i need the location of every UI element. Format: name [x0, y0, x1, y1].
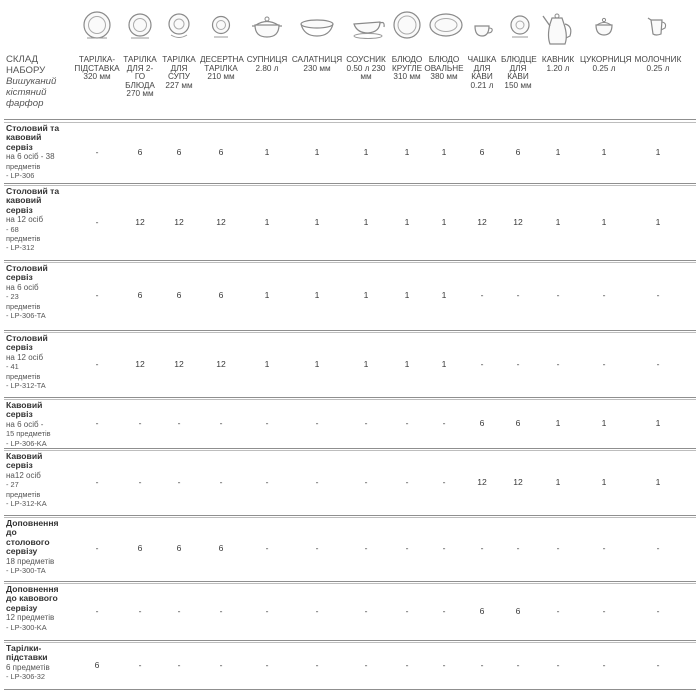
column-header-size: 227 мм — [165, 80, 193, 90]
row-divider — [4, 642, 696, 643]
quantity-cell: 1 — [404, 147, 410, 157]
column-header-label: ТАРІЛКА- — [78, 55, 116, 64]
quantity-cell: - — [95, 147, 99, 157]
quantity-cell: 6 — [218, 290, 224, 300]
quantity-cell: 1 — [314, 359, 320, 369]
quantity-cell: 1 — [404, 359, 410, 369]
quantity-cell: - — [602, 660, 606, 670]
quantity-cell: - — [480, 290, 484, 300]
set-description: на 12 осіб — [6, 352, 44, 362]
gravy-boat-icon — [350, 10, 386, 40]
quantity-cell: 1 — [441, 147, 447, 157]
quantity-cell: - — [315, 660, 319, 670]
quantity-cell: - — [219, 606, 223, 616]
column-header-label: КАВИ — [507, 72, 529, 82]
quantity-cell: 6 — [479, 418, 485, 428]
quantity-cell: - — [556, 543, 560, 553]
quantity-cell: - — [177, 606, 181, 616]
sugar-bowl-icon — [592, 10, 616, 40]
quantity-cell: - — [95, 418, 99, 428]
column-header-size: 0.21 л — [470, 80, 494, 90]
quantity-cell: 12 — [135, 359, 145, 369]
quantity-cell: 6 — [137, 147, 143, 157]
quantity-cell: - — [656, 660, 660, 670]
column-header-size: 320 мм — [83, 72, 111, 82]
header-first-column — [6, 54, 76, 109]
column-header-label: ОВАЛЬНЕ — [424, 63, 464, 73]
column-header-label: БЛЮДО — [391, 55, 423, 64]
column-header — [501, 56, 535, 90]
column-header-size: 150 мм — [504, 80, 532, 90]
set-name: Тарілки- — [6, 643, 42, 653]
quantity-cell: 1 — [314, 217, 320, 227]
set-description: - 68 — [6, 224, 19, 234]
column-header-label: МОЛОЧНИК — [634, 55, 682, 64]
plate-icon — [82, 10, 112, 40]
quantity-cell: - — [364, 418, 368, 428]
quantity-cell: - — [95, 606, 99, 616]
set-name: Кавовий — [6, 400, 43, 410]
quantity-cell: - — [138, 606, 142, 616]
set-description: 15 предметів — [6, 429, 51, 439]
quantity-cell: - — [364, 543, 368, 553]
row-divider — [4, 399, 696, 400]
row-divider — [4, 640, 696, 641]
quantity-cell: 12 — [513, 217, 523, 227]
quantity-cell: 1 — [655, 477, 661, 487]
column-header-size: 270 мм — [126, 89, 154, 99]
column-header-label: ТАРІЛКА — [204, 63, 238, 73]
column-header — [580, 55, 632, 73]
quantity-cell: 6 — [176, 543, 182, 553]
quantity-cell: 1 — [363, 147, 369, 157]
set-description: на12 осіб — [6, 470, 41, 480]
set-description: - LP-306-TA — [6, 311, 46, 321]
quantity-cell: 1 — [555, 418, 561, 428]
column-header-label: ДЛЯ 2- — [126, 63, 154, 73]
column-header-size: 2.80 л — [255, 63, 279, 73]
column-header — [424, 56, 464, 82]
quantity-cell: - — [219, 477, 223, 487]
column-header-size: 310 мм — [393, 72, 421, 82]
quantity-cell: - — [480, 543, 484, 553]
quantity-cell: 1 — [655, 147, 661, 157]
set-name: сервіз — [6, 409, 33, 420]
quantity-cell: - — [405, 660, 409, 670]
dessert-plate-icon — [209, 10, 233, 40]
quantity-cell: - — [656, 359, 660, 369]
quantity-cell: - — [442, 418, 446, 428]
quantity-cell: - — [602, 359, 606, 369]
column-header-size: 230 мм — [303, 63, 331, 73]
quantity-cell: - — [315, 477, 319, 487]
column-header-size: 210 мм — [207, 72, 235, 82]
column-header — [345, 56, 387, 82]
set-description: - LP-312 — [6, 243, 35, 253]
quantity-cell: - — [364, 477, 368, 487]
quantity-cell: - — [602, 606, 606, 616]
salad-bowl-icon — [298, 10, 336, 40]
soup-plate-icon — [166, 10, 192, 40]
set-description: - LP-306 — [6, 171, 35, 181]
tureen-icon — [250, 10, 284, 40]
set-description: - LP-312-TA — [6, 381, 46, 391]
quantity-cell: 6 — [515, 147, 521, 157]
column-header — [291, 56, 343, 73]
quantity-cell: - — [656, 290, 660, 300]
quantity-cell: 12 — [174, 217, 184, 227]
set-name: до — [6, 527, 17, 538]
quantity-cell: 6 — [479, 147, 485, 157]
set-name: Доповнення — [6, 518, 59, 528]
quantity-cell: 6 — [515, 606, 521, 616]
set-description: на 6 осіб - 38 — [6, 152, 55, 162]
oval-dish-icon — [428, 10, 464, 40]
quantity-cell: 1 — [314, 290, 320, 300]
quantity-cell: - — [480, 359, 484, 369]
quantity-cell: 6 — [218, 543, 224, 553]
row-divider — [4, 397, 696, 398]
row-label — [6, 644, 74, 682]
row-divider — [4, 119, 696, 120]
set-description: - LP-312-KA — [6, 499, 47, 509]
set-name: сервіз — [6, 272, 33, 283]
set-name: кавовий — [6, 195, 42, 206]
round-dish-icon — [392, 10, 422, 40]
quantity-cell: 1 — [601, 147, 607, 157]
quantity-cell: 6 — [137, 290, 143, 300]
quantity-cell: - — [138, 660, 142, 670]
set-description: предметів — [6, 234, 41, 244]
set-description: на 6 осіб - — [6, 419, 44, 429]
quantity-cell: - — [177, 660, 181, 670]
row-label — [6, 264, 74, 320]
column-header-size: 380 мм — [430, 72, 458, 82]
quantity-cell: - — [516, 290, 520, 300]
quantity-cell: 1 — [555, 217, 561, 227]
column-header-label: СУПНИЦЯ — [246, 55, 288, 64]
set-name: Столовий — [6, 333, 48, 343]
quantity-cell: - — [556, 290, 560, 300]
row-divider — [4, 330, 696, 331]
quantity-cell: - — [364, 660, 368, 670]
quantity-cell: 1 — [264, 217, 270, 227]
column-header-size: 0.25 л — [592, 63, 616, 73]
set-description: на 6 осіб — [6, 282, 39, 292]
column-header-label: КАВНИК — [541, 55, 575, 64]
set-name: Столовий та — [6, 123, 60, 133]
set-name: кавовий — [6, 132, 42, 143]
set-description: 12 предметів — [6, 613, 55, 623]
column-header-label: ПІДСТАВКА — [74, 63, 120, 73]
quantity-cell: 12 — [477, 477, 487, 487]
quantity-cell: - — [95, 217, 99, 227]
column-header-label: БЛЮДО — [428, 55, 460, 64]
column-header-size: 0.25 л — [646, 63, 670, 73]
quantity-cell: 6 — [218, 147, 224, 157]
set-description: - LP-306-32 — [6, 672, 46, 682]
set-description: - LP-306-KA — [6, 438, 47, 448]
column-header — [465, 56, 499, 90]
set-description: 18 предметів — [6, 556, 55, 566]
quantity-cell: 6 — [176, 147, 182, 157]
quantity-cell: 1 — [363, 359, 369, 369]
quantity-cell: 6 — [137, 543, 143, 553]
quantity-cell: 1 — [555, 477, 561, 487]
set-name: сервіз — [6, 141, 33, 152]
quantity-cell: - — [405, 606, 409, 616]
column-header-label: ДЕСЕРТНА — [200, 55, 244, 64]
column-header-label: ДЛЯ — [473, 63, 491, 73]
quantity-cell: - — [95, 543, 99, 553]
quantity-cell: 1 — [363, 217, 369, 227]
row-label — [6, 585, 74, 632]
row-divider — [4, 185, 696, 186]
set-description: - 41 — [6, 362, 19, 372]
quantity-cell: - — [364, 606, 368, 616]
quantity-cell: - — [315, 606, 319, 616]
row-divider — [4, 515, 696, 516]
quantity-cell: 1 — [363, 290, 369, 300]
set-description: предметів — [6, 301, 41, 311]
quantity-cell: 1 — [601, 217, 607, 227]
quantity-cell: - — [405, 543, 409, 553]
column-header-label: ГО — [134, 72, 146, 82]
column-header-label: КРУГЛЕ — [391, 63, 423, 73]
quantity-cell: 12 — [135, 217, 145, 227]
quantity-cell: - — [516, 660, 520, 670]
creamer-icon — [646, 10, 670, 40]
quantity-cell: 6 — [479, 606, 485, 616]
column-header — [162, 56, 196, 90]
column-header-label: ЧАШКА — [467, 55, 497, 64]
quantity-cell: 1 — [601, 418, 607, 428]
quantity-cell: - — [442, 606, 446, 616]
quantity-cell: 1 — [264, 359, 270, 369]
row-divider — [4, 262, 696, 263]
column-header — [538, 56, 578, 73]
coffee-cup-icon — [472, 10, 494, 40]
quantity-cell: 1 — [441, 290, 447, 300]
quantity-cell: - — [315, 543, 319, 553]
column-header-label: БЛЮДА — [125, 80, 155, 90]
quantity-cell: 1 — [404, 290, 410, 300]
set-description: предметів — [6, 371, 41, 381]
quantity-cell: - — [556, 660, 560, 670]
set-name: Доповнення — [6, 584, 59, 594]
column-header-label: ДЛЯ — [170, 63, 188, 73]
quantity-cell: 1 — [655, 418, 661, 428]
quantity-cell: - — [556, 359, 560, 369]
row-label — [6, 401, 74, 448]
quantity-cell: 6 — [176, 290, 182, 300]
quantity-cell: - — [265, 660, 269, 670]
quantity-cell: 6 — [515, 418, 521, 428]
column-header — [200, 56, 242, 82]
set-name: Кавовий — [6, 451, 43, 461]
row-divider — [4, 122, 696, 123]
row-divider — [4, 260, 696, 261]
quantity-cell: - — [556, 606, 560, 616]
quantity-cell: 6 — [94, 660, 100, 670]
set-description: - 23 — [6, 292, 19, 302]
saucer-icon — [509, 10, 531, 40]
set-name: сервіз — [6, 342, 33, 353]
column-header-size: 0.50 л 230 мм — [346, 63, 386, 82]
column-header — [388, 56, 426, 82]
quantity-cell: 12 — [216, 217, 226, 227]
quantity-cell: 12 — [477, 217, 487, 227]
column-header-label: СУПУ — [168, 72, 190, 82]
row-divider — [4, 332, 696, 333]
quantity-cell: 1 — [441, 359, 447, 369]
quantity-cell: - — [442, 543, 446, 553]
column-header-label: СОУСНИК — [346, 55, 386, 64]
quantity-cell: - — [219, 418, 223, 428]
quantity-cell: - — [95, 290, 99, 300]
column-header — [630, 56, 686, 73]
header-subtitle-line: фарфор — [6, 98, 44, 109]
set-name: сервізу — [6, 546, 38, 557]
quantity-cell: - — [138, 477, 142, 487]
set-description: 6 предметів — [6, 662, 50, 672]
set-description: предметів — [6, 161, 41, 171]
quantity-cell: - — [265, 606, 269, 616]
quantity-cell: 1 — [314, 147, 320, 157]
column-header-label: ДЛЯ — [509, 63, 527, 73]
quantity-cell: - — [405, 477, 409, 487]
quantity-cell: 12 — [216, 359, 226, 369]
set-description: на 12 осіб — [6, 215, 44, 225]
row-divider — [4, 581, 696, 582]
quantity-cell: - — [265, 477, 269, 487]
row-label — [6, 187, 74, 253]
quantity-cell: 1 — [655, 217, 661, 227]
row-divider — [4, 517, 696, 518]
quantity-cell: - — [219, 660, 223, 670]
column-header-size: 1.20 л — [546, 63, 570, 73]
header-title-line: НАБОРУ — [6, 65, 46, 76]
quantity-cell: - — [480, 660, 484, 670]
set-description: предметів — [6, 489, 41, 499]
quantity-cell: - — [315, 418, 319, 428]
column-header-label: БЛЮДЦЕ — [501, 55, 537, 64]
column-header — [74, 56, 120, 82]
row-divider — [4, 183, 696, 184]
header-subtitle-line: кістяний — [6, 87, 47, 98]
quantity-cell: 12 — [513, 477, 523, 487]
row-divider — [4, 689, 696, 690]
quantity-cell: - — [656, 606, 660, 616]
set-description: - LP-300-TA — [6, 566, 46, 576]
quantity-cell: 1 — [264, 290, 270, 300]
coffee-pot-icon — [540, 10, 576, 50]
set-name: сервіз — [6, 460, 33, 471]
plate-icon — [126, 10, 154, 40]
quantity-cell: - — [442, 477, 446, 487]
set-description: - 27 — [6, 480, 19, 490]
quantity-cell: - — [177, 418, 181, 428]
row-label — [6, 124, 74, 180]
quantity-cell: 1 — [404, 217, 410, 227]
quantity-cell: 1 — [264, 147, 270, 157]
quantity-cell: - — [602, 543, 606, 553]
quantity-cell: 12 — [174, 359, 184, 369]
quantity-cell: - — [516, 543, 520, 553]
row-label — [6, 452, 74, 508]
quantity-cell: - — [516, 359, 520, 369]
column-header-label: ТАРІЛКА — [123, 55, 157, 64]
row-divider — [4, 448, 696, 449]
column-header-label: ТАРІЛКА — [162, 55, 196, 64]
quantity-cell: 1 — [601, 477, 607, 487]
column-header — [122, 56, 158, 99]
column-header-label: САЛАТНИЦЯ — [291, 55, 343, 64]
row-label — [6, 334, 74, 390]
set-name: сервізу — [6, 602, 38, 613]
set-name: до кавового — [6, 593, 58, 604]
quantity-cell: - — [442, 660, 446, 670]
header-subtitle-line: Вишуканий — [6, 76, 57, 87]
quantity-cell: - — [138, 418, 142, 428]
quantity-cell: 1 — [441, 217, 447, 227]
quantity-cell: - — [602, 290, 606, 300]
column-header-label: КАВИ — [471, 72, 493, 82]
quantity-cell: - — [656, 543, 660, 553]
set-name: сервіз — [6, 204, 33, 215]
column-header — [245, 56, 289, 73]
quantity-cell: 1 — [555, 147, 561, 157]
set-name: підставки — [6, 652, 48, 663]
quantity-cell: - — [95, 477, 99, 487]
row-label — [6, 519, 74, 575]
quantity-cell: - — [265, 543, 269, 553]
row-divider — [4, 450, 696, 451]
column-header-label: ЦУКОРНИЦЯ — [580, 55, 632, 64]
row-divider — [4, 583, 696, 584]
set-description: - LP-300-KA — [6, 622, 47, 632]
quantity-cell: - — [95, 359, 99, 369]
set-name: Столовий — [6, 263, 48, 273]
quantity-cell: - — [405, 418, 409, 428]
quantity-cell: - — [177, 477, 181, 487]
set-name: Столовий та — [6, 186, 60, 196]
header-title-line: СКЛАД — [6, 54, 39, 65]
set-name: столового — [6, 536, 50, 547]
quantity-cell: - — [265, 418, 269, 428]
